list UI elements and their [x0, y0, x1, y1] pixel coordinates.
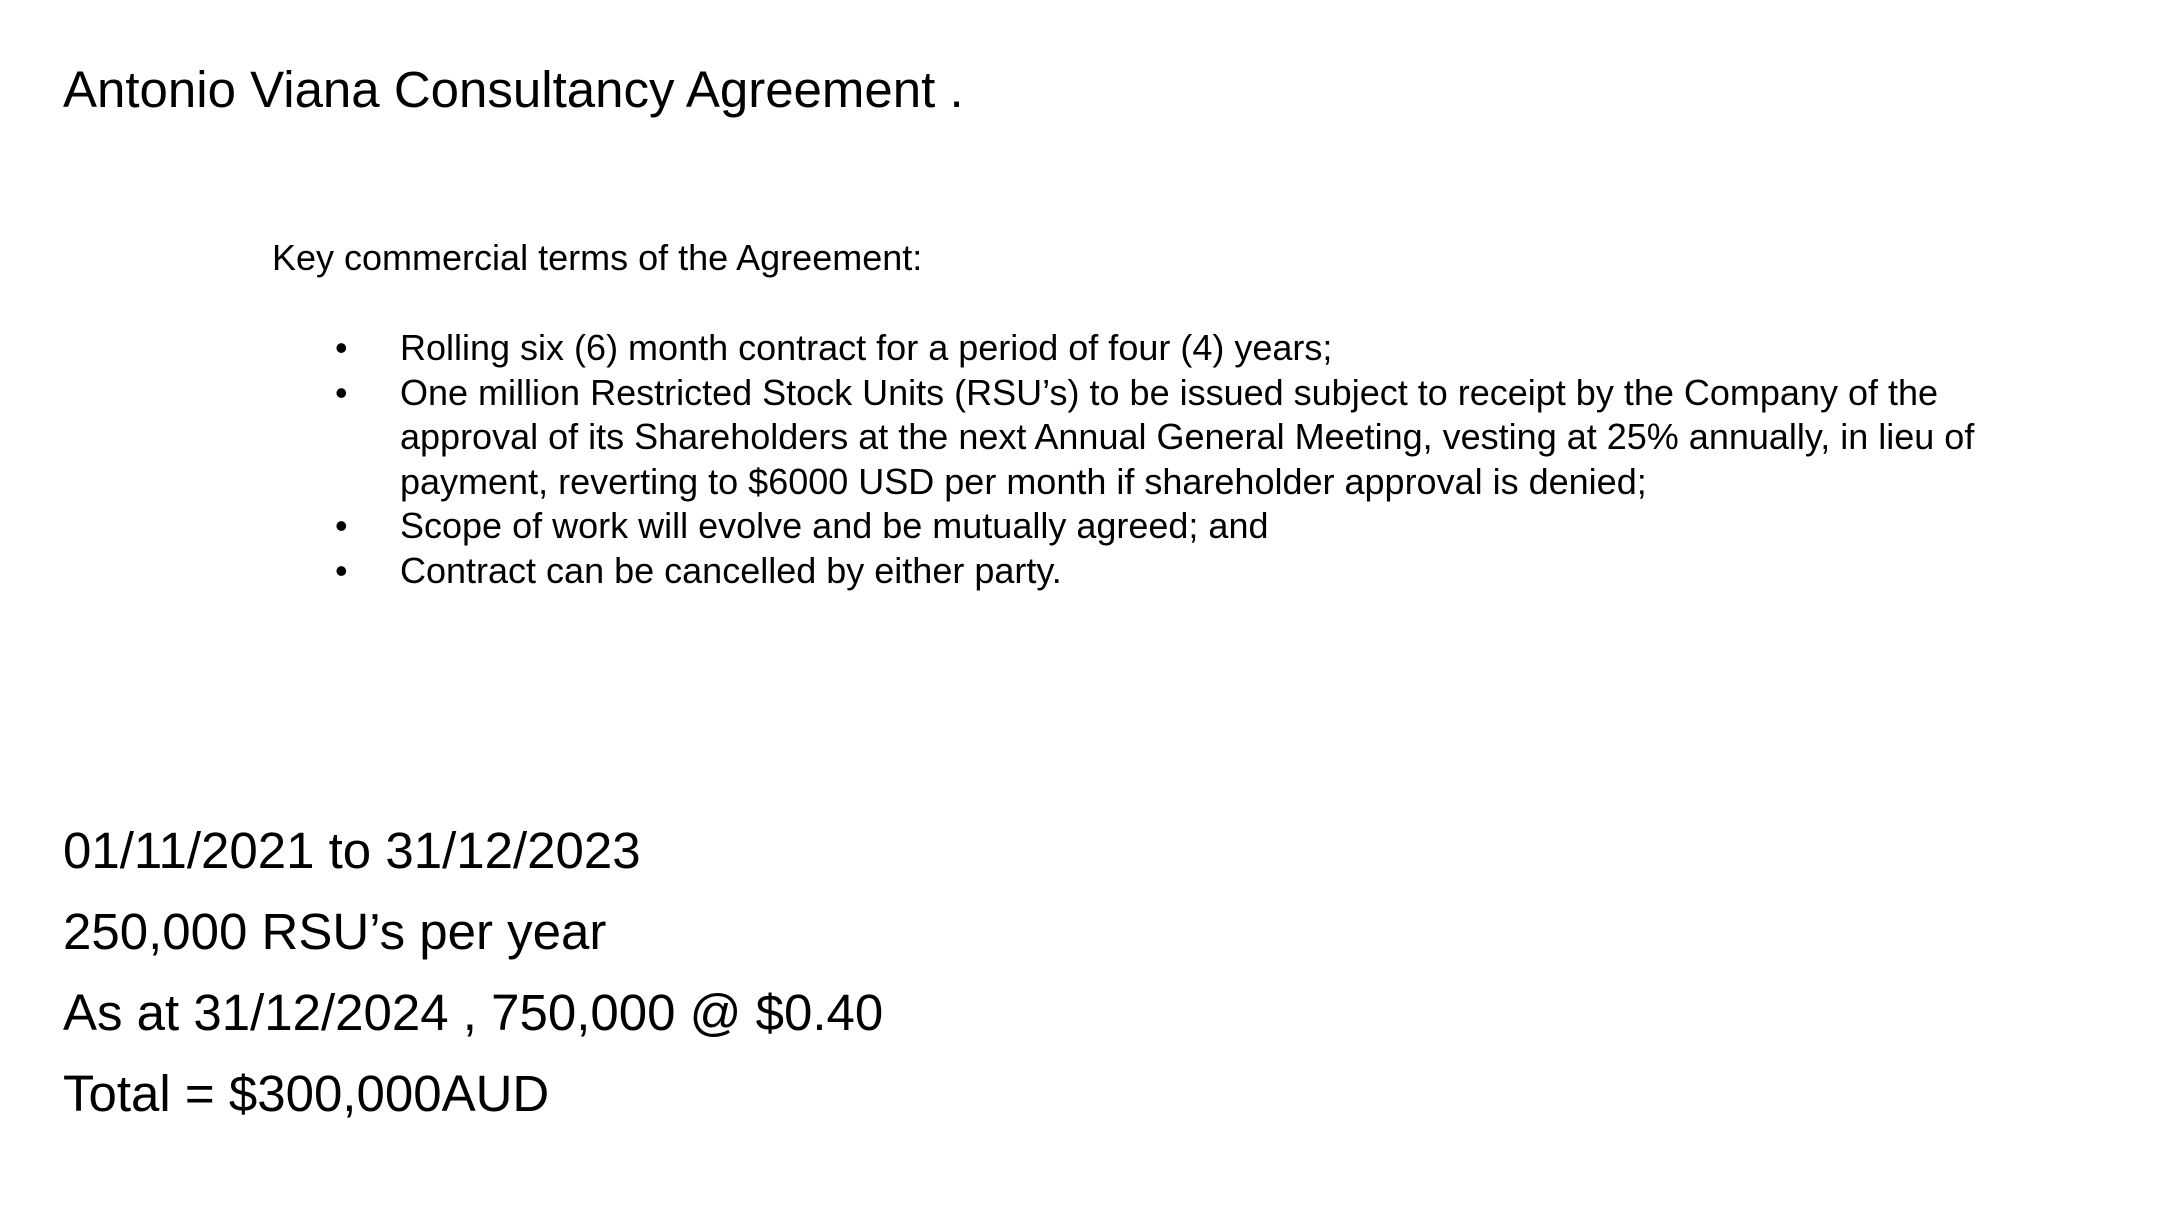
bullet-icon: •: [335, 371, 348, 413]
list-item: [272, 326, 2040, 371]
bullet-icon: •: [335, 549, 348, 591]
agreement-excerpt-image: [272, 236, 2012, 593]
term-text: Scope of work will evolve and be mutually agreed; and: [400, 505, 1269, 546]
list-item: [272, 549, 2040, 594]
list-item: [272, 504, 2040, 549]
bullet-icon: •: [335, 505, 348, 546]
excerpt-heading: Key commercial terms of the Agreement:: [272, 237, 923, 278]
list-item: [272, 371, 2040, 505]
notes-block: [63, 810, 883, 1134]
terms-list: [272, 326, 2012, 593]
bullet-icon: •: [335, 327, 348, 368]
note-total: Total = $300,000AUD: [63, 1065, 550, 1122]
page-title: Antonio Viana Consultancy Agreement .: [63, 61, 964, 118]
term-text: Rolling six (6) month contract for a period of four (4) years;: [400, 327, 1333, 368]
note-vested-value: As at 31/12/2024 , 750,000 @ $0.40: [63, 984, 884, 1041]
note-rsu-rate: 250,000 RSU’s per year: [63, 903, 607, 960]
term-text: One million Restricted Stock Units (RSU’s) to be issued subject to receipt by the Company of the approval of its Shareholders at the next Annual General Meeting, vesting at 25% annually, in lieu of payment, reverting to $6000 USD per month if shareholder approval is denied;: [400, 371, 1975, 502]
note-period: 01/11/2021 to 31/12/2023: [63, 822, 641, 879]
term-text: Contract can be cancelled by either party.: [400, 549, 1062, 591]
